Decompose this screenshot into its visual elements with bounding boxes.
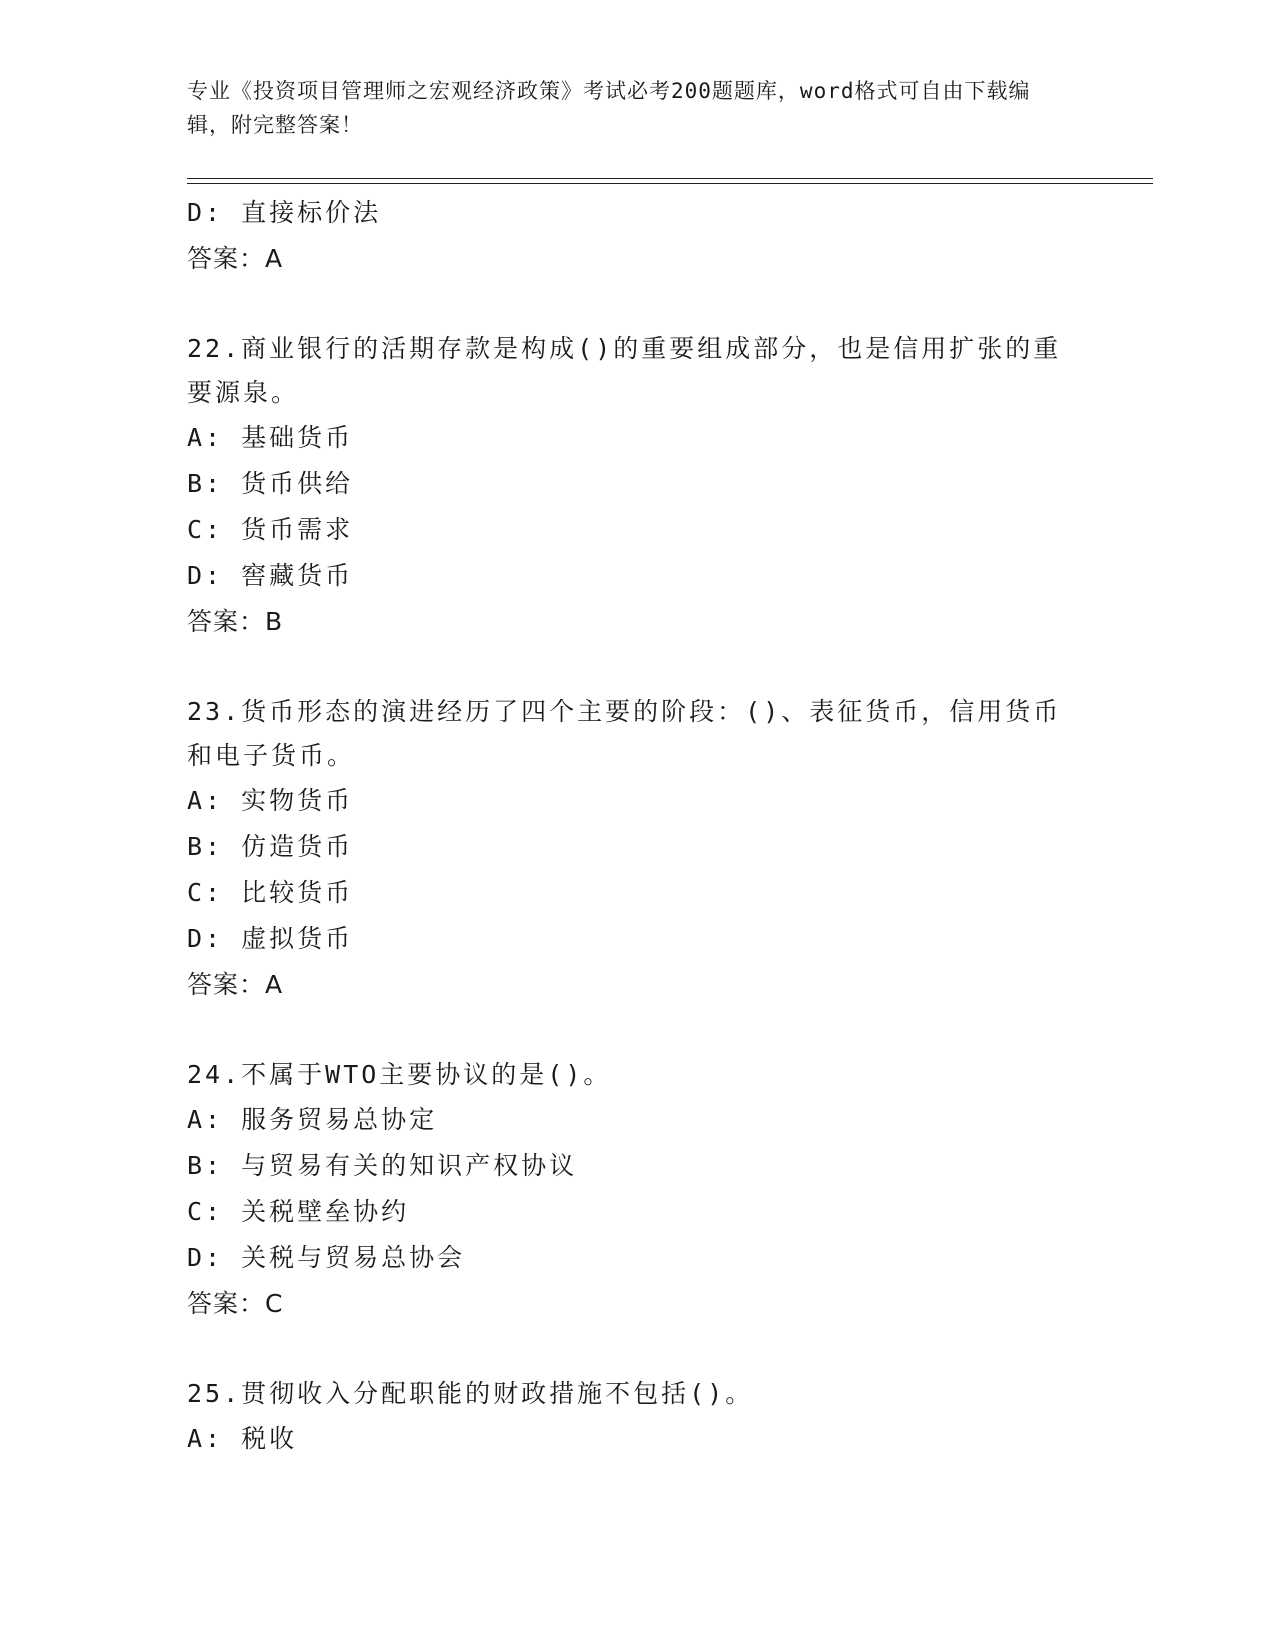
spacer <box>187 645 1087 690</box>
question-24-option-b: B: 与贸易有关的知识产权协议 <box>187 1151 578 1180</box>
spacer <box>187 1008 1087 1053</box>
question-22-option-b: B: 货币供给 <box>187 469 354 498</box>
spacer <box>187 282 1087 327</box>
question-21-option-d: D: 直接标价法 <box>187 198 382 227</box>
question-25-text: 25.贯彻收入分配职能的财政措施不包括()。 <box>187 1379 754 1408</box>
question-list <box>187 190 1087 1462</box>
question-24-option-d: D: 关税与贸易总协会 <box>187 1243 466 1272</box>
question-21-answer: 答案：A <box>187 244 284 273</box>
question-22-option-c: C: 货币需求 <box>187 515 354 544</box>
question-22-text: 22.商业银行的活期存款是构成()的重要组成部分，也是信用扩张的重要源泉。 <box>187 334 1062 407</box>
spacer <box>187 1327 1087 1372</box>
question-23-answer: 答案：A <box>187 970 284 999</box>
question-23-option-a: A: 实物货币 <box>187 786 354 815</box>
header-divider-bottom <box>187 183 1153 184</box>
question-23 <box>187 690 1087 1008</box>
question-24-option-a: A: 服务贸易总协定 <box>187 1105 438 1134</box>
question-23-option-c: C: 比较货币 <box>187 878 354 907</box>
question-22-answer: 答案：B <box>187 607 284 636</box>
question-23-text: 23.货币形态的演进经历了四个主要的阶段：()、表征货币，信用货币和电子货币。 <box>187 697 1062 770</box>
question-25-option-a: A: 税收 <box>187 1424 298 1453</box>
header-divider-top <box>187 178 1153 179</box>
document-header: 专业《投资项目管理师之宏观经济政策》考试必考200题题库，word格式可自由下载编辑，附完整答案！ <box>187 79 1031 137</box>
question-22 <box>187 327 1087 645</box>
question-23-option-d: D: 虚拟货币 <box>187 924 354 953</box>
question-24-option-c: C: 关税壁垒协约 <box>187 1197 410 1226</box>
question-23-option-b: B: 仿造货币 <box>187 832 354 861</box>
question-22-option-d: D: 窖藏货币 <box>187 561 354 590</box>
question-24 <box>187 1053 1087 1327</box>
question-24-text: 24.不属于WTO主要协议的是()。 <box>187 1060 612 1089</box>
question-24-answer: 答案：C <box>187 1289 284 1318</box>
question-25 <box>187 1372 1087 1462</box>
question-22-option-a: A: 基础货币 <box>187 423 354 452</box>
